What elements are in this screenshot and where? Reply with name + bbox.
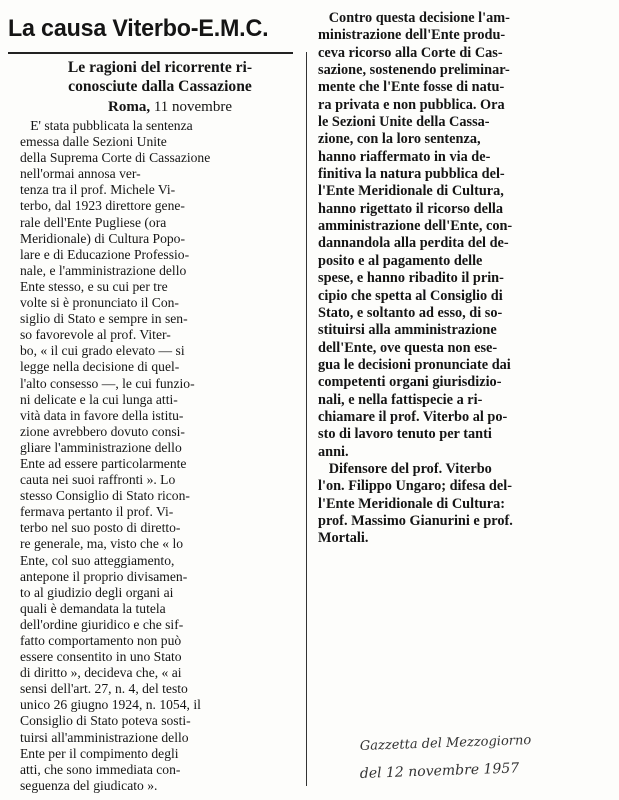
right-column-line: spese, e hanno ribadito il prin- bbox=[318, 270, 504, 287]
left-column-line: volte si è pronunciato il Con- bbox=[20, 295, 179, 311]
dateline-date: 11 novembre bbox=[153, 99, 232, 115]
right-column-line: Contro questa decisione l'am- bbox=[318, 10, 510, 26]
left-column-line: unico 26 giugno 1924, n. 1054, il bbox=[20, 697, 201, 713]
left-column-line: nale, e l'amministrazione dello bbox=[20, 262, 187, 278]
left-column-line: E' stata pubblicata la sentenza bbox=[20, 118, 193, 133]
left-column-line: emessa dalle Sezioni Unite bbox=[20, 134, 167, 150]
right-column-line: nali, e nella fattispecie a ri- bbox=[318, 391, 483, 408]
dateline-city: Roma, bbox=[108, 99, 151, 115]
right-column-line: sazione, sostenendo preliminar- bbox=[318, 62, 510, 79]
left-column-line: l'alto consesso —, le cui funzio- bbox=[20, 375, 195, 391]
right-column-line: posito e al pagamento delle bbox=[318, 252, 483, 269]
right-column bbox=[318, 10, 608, 548]
handwritten-annotation bbox=[356, 728, 596, 788]
right-column-line: zione, con la loro sentenza, bbox=[318, 131, 481, 148]
subheadline bbox=[24, 58, 296, 96]
right-column-line: stituirsi alla amministrazione bbox=[318, 322, 497, 339]
left-column-line: stesso Consiglio di Stato ricon- bbox=[20, 488, 190, 504]
left-column bbox=[20, 118, 292, 794]
left-column-line: atti, che sono immediata con- bbox=[20, 761, 181, 777]
left-column-line: gliare l'amministrazione dello bbox=[20, 439, 182, 455]
left-column-line: Meridionale) di Cultura Popo- bbox=[20, 230, 185, 246]
right-column-line: hanno riaffermato in via de- bbox=[318, 148, 491, 165]
right-column-line: l'on. Filippo Ungaro; difesa del- bbox=[318, 478, 512, 495]
column-divider bbox=[306, 52, 307, 786]
right-column-line: competenti organi giurisdizio- bbox=[318, 374, 502, 391]
left-column-line: lare e di Educazione Professio- bbox=[20, 246, 190, 262]
left-column-line: bo, « il cui grado elevato — si bbox=[20, 343, 185, 359]
left-column-line: vità data in favore della istitu- bbox=[20, 407, 184, 423]
left-column-line: terbo nel suo posto di diretto- bbox=[20, 520, 181, 536]
left-column-line: Ente, col suo atteggiamento, bbox=[20, 552, 175, 568]
right-column-line: chiamare il prof. Viterbo al po- bbox=[318, 408, 508, 425]
dateline bbox=[108, 99, 232, 116]
left-column-line: antepone il proprio divisamen- bbox=[20, 568, 188, 584]
left-column-line: cauta nei suoi raffronti ». Lo bbox=[20, 472, 176, 488]
left-column-line: seguenza del giudicato ». bbox=[20, 777, 158, 793]
left-column-line: ni delicate e la cui lunga atti- bbox=[20, 391, 178, 407]
right-column-line: l'Ente Meridionale di Cultura, bbox=[318, 183, 504, 200]
subheadline-line-2: conosciute dalla Cassazione bbox=[68, 78, 252, 95]
left-column-line: essere consentito in uno Stato bbox=[20, 649, 182, 665]
left-column-line: to al giudizio degli organi ai bbox=[20, 584, 174, 600]
left-column-line: sensi dell'art. 27, n. 4, del testo bbox=[20, 681, 188, 697]
left-column-line: terbo, dal 1923 direttore gene- bbox=[20, 198, 185, 214]
headline: La causa Viterbo-E.M.C. bbox=[8, 10, 293, 54]
right-column-line: Stato, e soltanto ad esso, di so- bbox=[318, 304, 503, 321]
subheadline-line-1: Le ragioni del ricorrente ri- bbox=[67, 59, 253, 76]
left-column-line: Ente per il compimento degli bbox=[20, 745, 179, 761]
left-column-line: di diritto », decideva che, « ai bbox=[20, 665, 182, 681]
right-column-line: amministrazione dell'Ente, con- bbox=[318, 218, 513, 235]
right-column-line: ministrazione dell'Ente produ- bbox=[318, 27, 506, 44]
right-column-line: ra privata e non pubblica. Ora bbox=[318, 96, 505, 113]
left-column-line: tuirsi all'amministrazione dello bbox=[20, 729, 189, 745]
right-column-line: l'Ente Meridionale di Cultura: bbox=[318, 495, 506, 512]
right-column-line: Mortali. bbox=[318, 530, 369, 547]
right-column-line: finitiva la natura pubblica del- bbox=[318, 166, 505, 183]
right-column-line: le Sezioni Unite della Cassa- bbox=[318, 114, 490, 131]
left-column-line: zione avrebbero dovuto consi- bbox=[20, 423, 185, 439]
right-column-line: Difensore del prof. Viterbo bbox=[318, 460, 492, 477]
left-column-line: rale dell'Ente Pugliese (ora bbox=[20, 214, 167, 230]
right-column-line: ceva ricorso alla Corte di Cas- bbox=[318, 44, 503, 61]
left-column-line: Ente ad essere particolarmente bbox=[20, 455, 187, 471]
left-column-line: Ente stesso, e su cui per tre bbox=[20, 278, 168, 294]
left-column-line: legge nella decisione di quel- bbox=[20, 359, 180, 375]
right-column-line: sto di lavoro tenuto per tanti bbox=[318, 426, 492, 443]
right-column-line: dell'Ente, ove questa non ese- bbox=[318, 339, 498, 356]
right-column-line: prof. Massimo Gianurini e prof. bbox=[318, 512, 513, 529]
right-column-line: dannandola alla perdita del de- bbox=[318, 235, 509, 252]
left-column-line: so favorevole al prof. Viter- bbox=[20, 327, 171, 343]
left-column-line: della Suprema Corte di Cassazione bbox=[20, 150, 211, 166]
right-column-line: hanno rigettato il ricorso della bbox=[318, 200, 504, 217]
right-column-line: gua le decisioni pronunciate dai bbox=[318, 356, 511, 373]
left-column-line: fatto comportamento non può bbox=[20, 633, 182, 648]
left-column-line: re generale, ma, visto che « lo bbox=[20, 536, 184, 552]
left-column-line: tenza tra il prof. Michele Vi- bbox=[20, 182, 176, 198]
right-column-line: cipio che spetta al Consiglio di bbox=[318, 287, 503, 304]
left-column-line: fermava pertanto il prof. Vi- bbox=[20, 504, 174, 520]
handwritten-line-1: Gazzetta del Mezzogiorno bbox=[359, 733, 532, 754]
handwritten-annotation-svg bbox=[356, 728, 596, 788]
right-column-line: anni. bbox=[318, 443, 349, 460]
left-column-line: dell'ordine giuridico e che sif- bbox=[20, 616, 184, 632]
left-column-line: nell'ormai annosa ver- bbox=[20, 166, 141, 182]
right-column-line: mente che l'Ente fosse di natu- bbox=[318, 79, 505, 96]
left-column-line: Consiglio di Stato poteva sosti- bbox=[20, 713, 191, 729]
handwritten-line-2: del 12 novembre 1957 bbox=[359, 760, 520, 782]
left-column-line: quali è demandata la tutela bbox=[20, 600, 166, 616]
left-column-line: siglio di Stato e sempre in sen- bbox=[20, 311, 188, 327]
